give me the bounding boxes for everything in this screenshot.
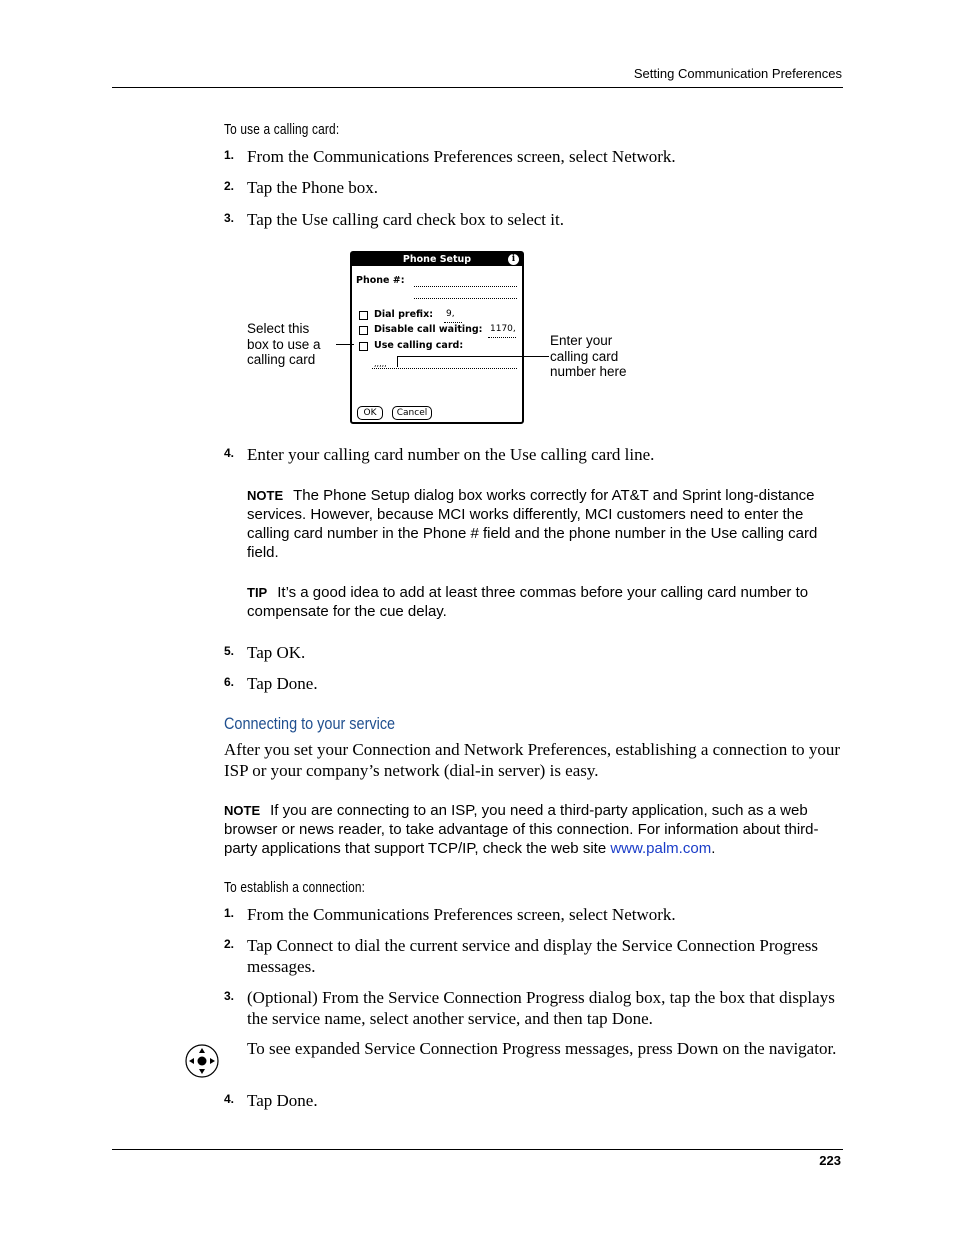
- step-number: 6.: [224, 675, 235, 689]
- step-number: 4.: [224, 446, 235, 460]
- step-text: Enter your calling card number on the Use calling card line.: [247, 445, 655, 464]
- dialog-title-bar: [352, 253, 522, 266]
- leader-line-right: [397, 356, 549, 357]
- callout-line: box to use a: [247, 336, 321, 352]
- step-text: Tap Done.: [247, 674, 318, 693]
- dial-prefix-label: Dial prefix:: [374, 309, 434, 320]
- note-label: NOTE: [224, 803, 261, 818]
- step-number: 4.: [224, 1092, 235, 1106]
- leader-line-left: [336, 344, 354, 345]
- phone-field[interactable]: [414, 286, 517, 287]
- callout-line: Select this: [247, 321, 310, 336]
- note: [247, 486, 827, 562]
- phone-label: Phone #:: [356, 275, 405, 286]
- note-text: The Phone Setup dialog box works correctly for AT&T and Sprint long-distance services. However, because MCI works differently, MCI customers need to enter the calling card number in the Phone # field and the phone number in the Use calling card field.: [247, 487, 818, 561]
- step-number: 3.: [224, 989, 235, 1003]
- step-number: 2.: [224, 937, 235, 951]
- step-number: 2.: [224, 179, 235, 193]
- page-number: 223: [819, 1153, 841, 1168]
- navigator-tip: To see expanded Service Connection Progress messages, press Down on the navigator.: [247, 1039, 837, 1058]
- use-calling-card-label: Use calling card:: [374, 340, 464, 351]
- step-text: From the Communications Preferences screen, select Network.: [247, 147, 676, 166]
- calling-card-line[interactable]: [372, 368, 517, 369]
- callout-line: Enter your: [550, 333, 613, 348]
- cancel-button[interactable]: Cancel: [392, 406, 432, 420]
- step-number: 5.: [224, 644, 235, 658]
- disable-call-waiting-line: [488, 337, 516, 338]
- note: [224, 801, 839, 858]
- procedure-heading: To establish a connection:: [224, 880, 366, 896]
- callout-line: calling card: [247, 352, 316, 367]
- leader-line-right-drop: [397, 356, 398, 367]
- intro-paragraph: After you set your Connection and Network Preferences, establishing a connection to your ISP or your company’s network (dial-in server) is easy.: [224, 740, 841, 780]
- callout-line: number here: [550, 364, 627, 379]
- step-text: Tap Done.: [247, 1091, 318, 1110]
- header-rule: [112, 87, 843, 88]
- use-calling-card-checkbox[interactable]: [359, 342, 368, 351]
- step-text: Tap the Phone box.: [247, 178, 379, 197]
- callout-left: [247, 321, 321, 368]
- step-text: Tap OK.: [247, 643, 306, 662]
- tip-label: TIP: [247, 585, 268, 600]
- tip-text: It’s a good idea to add at least three commas before your calling card number to compensate for the cue delay.: [247, 584, 809, 620]
- section-heading: Connecting to your service: [224, 714, 396, 733]
- step-text: From the Communications Preferences screen, select Network.: [247, 905, 676, 924]
- navigator-icon: [185, 1044, 219, 1078]
- palm-link[interactable]: www.palm.com: [610, 840, 712, 857]
- step-number: 3.: [224, 211, 235, 225]
- callout-line: calling card: [550, 348, 619, 364]
- step-text: Tap the Use calling card check box to select it.: [247, 210, 564, 229]
- dial-prefix-line: [444, 322, 462, 323]
- footer-rule: [112, 1149, 843, 1150]
- step-text: (Optional) From the Service Connection Progress dialog box, tap the box that displays the service name, select another service, and then tap Done.: [247, 988, 835, 1028]
- callout-right: [550, 333, 627, 380]
- note-label: NOTE: [247, 488, 284, 503]
- note-text: If you are connecting to an ISP, you need a third-party application, such as a web browser or news reader, to take advantage of this connection. For information about third-party applications that support TCP/IP, check the web site: [224, 802, 819, 857]
- disable-call-waiting-value[interactable]: 1170,: [490, 324, 516, 334]
- running-head: Setting Communication Preferences: [633, 66, 842, 81]
- disable-call-waiting-checkbox[interactable]: [359, 326, 368, 335]
- phone-field-line-2[interactable]: [414, 298, 517, 299]
- step-number: 1.: [224, 906, 235, 920]
- calling-card-value[interactable]: ,,,,,: [374, 359, 387, 368]
- dialog-title: Phone Setup: [402, 254, 472, 265]
- note-end: .: [711, 840, 716, 857]
- step-number: 1.: [224, 148, 235, 162]
- tip: [247, 583, 822, 621]
- dial-prefix-checkbox[interactable]: [359, 311, 368, 320]
- phone-setup-dialog: [350, 251, 524, 424]
- procedure-heading: To use a calling card:: [224, 122, 340, 138]
- disable-call-waiting-label: Disable call waiting:: [374, 324, 483, 335]
- dial-prefix-value[interactable]: 9,: [446, 309, 455, 319]
- step-text: Tap Connect to dial the current service and display the Service Connection Progress messages.: [247, 936, 818, 976]
- info-icon[interactable]: i: [508, 254, 519, 265]
- ok-button[interactable]: OK: [357, 406, 383, 420]
